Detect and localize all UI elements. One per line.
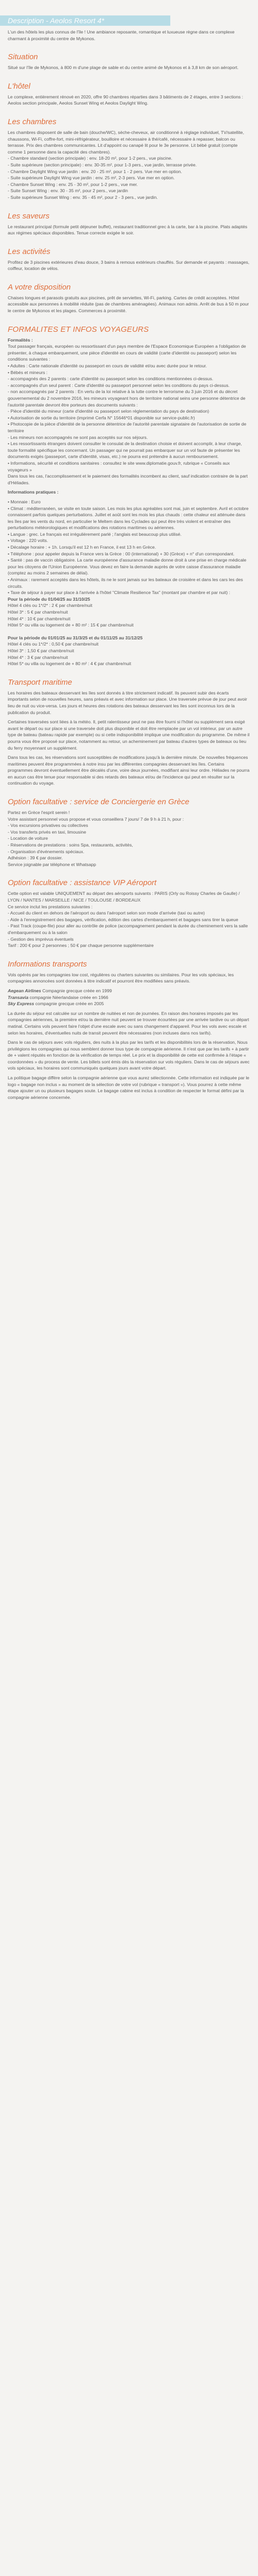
section-text-chambres: - Chambre Daylight Wing vue jardin : env. 20 - 25 m², pour 1 - 2 pers. Vue mer en option.: [8, 168, 182, 174]
section-title-chambres: Les chambres: [8, 117, 57, 126]
conciergerie-line: - Vos transferts privés en taxi, limousine: [8, 829, 86, 835]
practical-line: • Monnaie : Euro: [8, 499, 41, 504]
conciergerie-line: Partez en Grèce l'esprit serein !: [8, 810, 70, 816]
practical-line: Hôtel 4* : 3 € par chambre/nuit: [8, 654, 68, 660]
practical-line: Hôtel 5* ou villa ou logement de + 80 m² : 15 € par chambre/nuit: [8, 622, 134, 628]
vip-line: Ce service inclut les prestations suivantes :: [8, 904, 93, 909]
transport-info-text: Dans le cas de séjours avec vols réguliers, des nuits à la plus par les tarifs et les disponibilités lors de la réservation, Nous privilégions les compagnies qui nous semblent donner tous type de compagnie aérienne. Il n'est que par les tarifs + à partir de + valent réputés en fonction de la vérification de temps réel. Le prix et la disponibilité de cette est confirmée à l'étape « coordonnées » du process de vente. Les billets sont émis dès la réservation sur vols réguliers. Dans le cas de séjours avec vols spéciaux, les horaires sont communiqués quelques jours avant votre départ.: [8, 1040, 250, 1071]
section-text-chambres: - Suite supérieure (section principale) : env. 30-35 m², pour 1-3 pers., vue jardin, terrasse privée.: [8, 162, 197, 167]
section-title-transport-info: Informations transports: [8, 959, 87, 969]
description-content: [0, 29, 258, 1100]
page-title: Description - Aeolos Resort 4*: [0, 15, 170, 26]
section-text-chambres: - Chambre Sunset Wing : env. 25 - 30 m², pour 1-2 pers., vue mer.: [8, 181, 138, 187]
vip-line: Tarif : 200 € pour 2 personnes ; 50 € par chaque personne supplémentaire: [8, 943, 154, 948]
conciergerie-line: - Location de voiture: [8, 836, 48, 841]
airline-item: [8, 994, 250, 1001]
intro-text: L'un des hôtels les plus connus de l'île ! Une ambiance reposante, romantique et luxueuse règne dans ce complexe charmant à proximité du centre de Mykonos.: [8, 29, 235, 41]
practical-line: Hôtel 4 clés ou 1*/2* : 0,50 € par chambre/nuit: [8, 641, 99, 647]
formalites-line: - Pièce d'identité du mineur (carte d'identité ou passeport selon réglementation du pays de destination): [8, 409, 209, 414]
practical-line: • Décalage horaire : + 1h. Lorsqu'il est 12 h en France, il est 13 h en Grèce.: [8, 545, 156, 550]
practical-line: Pour la période du 01/04/25 au 31/10/25: [8, 596, 90, 602]
section-title-transport: Transport maritime: [8, 677, 72, 687]
formalites-line: - non accompagnés par 2 parents : En vertu de la loi relative à la lutte contre le terrorisme du 3 juin 2016 et du décret gouvernemental du 2 novembre 2016, les mineurs voyageant hors de territoire national seins une personne détentrice de l'autorité parentale devront être porteurs des documents suivants :: [8, 389, 246, 408]
formalites-line: • Adultes : Carte nationale d'identité ou passeport en cours de validité et/ou avec durée pour le retour.: [8, 363, 207, 369]
section-title-activites: Les activités: [8, 247, 51, 256]
section-text-chambres: - Suite supérieure Daylight Wing vue jardin : env. 25 m², 2-3 pers. Vue mer en option.: [8, 175, 175, 181]
section-text-chambres: - Suite Sunset Wing : env. 30 - 35 m², pour 2 pers., vue jardin: [8, 188, 128, 194]
airline-desc: compagnie grecque créée en 2005: [34, 1001, 104, 1007]
section-text-chambres: - Suite supérieure Sunset Wing : env. 35 - 45 m², pour 2 - 3 pers., vue jardin.: [8, 194, 158, 200]
vip-line: - Accueil du client en dehors de l'aéroport ou dans l'aéroport selon son mode d'arrivée (taxi ou autre): [8, 910, 205, 916]
transport-text: Certaines traversées sont liées à la météo. Il, petit ralentisseur peut ne pas être fourni si l'hôtel ou supplément sera exigé avant le départ ou sur place si une traversée doit plus disponible et doit être remplacée par un vol intérieur, par un autre type de bateau (bateau rapide par exemple) ou si cette indisponibilité implique une modification du programme. De même il pourra vous être proposé sur place, notamment au retour, un acheminement par bateau d'autres types de bateaux ou lieu du ferry moyennant un supplément.: [8, 719, 250, 751]
formalites-line: • Les ressortissants étrangers doivent consulter le consulat de la destination choisie et doivent accomplir, à leur charge, toute formalité spécifique les concernant. Un passager qui ne pourrait pas embarquer sur un vol faute de présenter les documents exigés (passeport, carte d'identité, visas, etc.) ne pourra est prétendre à aucun remboursement.: [8, 441, 242, 460]
conciergerie-line: Votre assistant personnel vous propose et vous conseillera 7 jours/ 7 de 9 h à 21 h, pour :: [8, 816, 184, 822]
formalites-line: • Informations, sécurité et conditions sanitaires : consultez le site www.diplomatie.gouv.fr, rubrique « Conseils aux voyageurs »: [8, 460, 230, 472]
practical-line: • Santé : pas de vaccin obligatoire. La carte européenne d'assurance maladie donne droit à une prise en charge médicale pour les citoyens de l'Union Européenne. Vous devez en faire la demande auprès de votre caisse d'assurance maladie (comptez au moins 2 semaines de délai).: [8, 557, 247, 576]
practical-line: Hôtel 3* : 1,50 € par chambre/nuit: [8, 648, 74, 653]
section-title-saveurs: Les saveurs: [8, 211, 50, 221]
conciergerie-line: - Vos excursions privatives ou collectives: [8, 823, 88, 828]
formalites-line: • Autorisation de sortie du territoire (imprimé Cerfa N° 15646*01 disponible sur service-public.fr): [8, 415, 195, 420]
airline-name: Sky Express: [8, 1001, 35, 1007]
formalites-line: Tout passager français, européen ou ressortissant d'un pays membre de l'Espace Economique Européen a l'obligation de présenter, à chaque embarquement, une pièce d'identité en cours de validité (carte d'identité ou passeport) selon les conditions suivantes :: [8, 344, 246, 362]
practical-line: • Animaux : rarement acceptés dans les hôtels, ils ne le sont jamais sur les bateaux de croisière et dans les cars les des circuits.: [8, 577, 243, 589]
conciergerie-line: Adhésion : 39 € par dossier.: [8, 855, 63, 861]
section-title-situation: Situation: [8, 53, 38, 62]
practical-line: Hôtel 4* : 10 € par chambre/nuit: [8, 616, 71, 621]
airline-item: [8, 988, 250, 994]
section-title-hotel: L'hôtel: [8, 81, 30, 91]
conciergerie-line: - Réservations de prestations : soins Spa, restaurants, activités,: [8, 842, 133, 848]
formalites-line: - accompagnés des 2 parents : carte d'identité ou passeport selon les conditions mentionnées ci-dessus.: [8, 376, 214, 382]
page: [0, 15, 258, 1112]
airline-desc: compagnie Néerlandaise créée en 1966: [28, 994, 108, 1000]
section-text-saveurs: Le restaurant principal (formule petit déjeuner buffet), restaurant traditionnel grec à la carte, bar à la piscine. Plats adaptés aux régimes spéciaux disponibles. Tenue correcte exigée le soir.: [8, 224, 248, 236]
section-text-disposition: Chaises longues et parasols gratuits aux piscines, prêt de serviettes, Wi-Fi, parking. Cartes de crédit acceptées. Hôtel accessible aux personnes à mobilité réduite (pas de chambres aménagées). Animaux non admis. Arrêt de bus à 50 m pour le centre de Mykonos et les plages. Commerces à proximité.: [8, 295, 249, 314]
airline-name: Aegean Airlines: [8, 988, 41, 993]
transport-text: Dans tous les cas, les réservations sont susceptibles de modifications jusqu'à la dernière minute. De nouvelles fréquences maritimes peuvent être programmées à notre insu par les différentes compagnies desservant les îles. Certains programmes devront éventuellement être décalés d'une, voire deux journées, modifiant ainsi leur ordre. Héliades ne pourra en aucun cas être tenue pour responsable si des retards des bateaux et/ou de l'incidence qui peut en résulter sur la continuation du voyage.: [8, 755, 250, 786]
formalites-line: • Bébés et mineurs :: [8, 369, 48, 375]
practical-label: Informations pratiques :: [8, 489, 59, 495]
practical-line: • Langue : grec. Le français est irrégulièrement parlé ; l'anglais est beaucoup plus utilisé.: [8, 531, 182, 537]
vip-line: Cette option est valable UNIQUEMENT au départ des aéroports suivants : PARIS (Orly ou Roissy Charles de Gaulle) / LYON / NANTES / MARSEILLE / NICE / TOULOUSE / BORDEAUX: [8, 891, 240, 903]
section-text-activites: Profitez de 3 piscines extérieures d'eau douce, 3 bains à remous extérieurs chauffés. Sur demande et payants : massages, coiffeur, location de vélos.: [8, 259, 250, 272]
airline-desc: Compagnie grecque créée en 1999: [41, 988, 112, 993]
formalites-line: Dans tous les cas, l'accomplissement et le paiement des formalités incombent au client, sauf indication contraire de la part d'Héliades.: [8, 473, 248, 485]
practical-line: Hôtel 4 clés ou 1*/2* : 2 € par chambre/nuit: [8, 603, 92, 608]
section-text-chambres: - Chambre standard (section principale) : env. 18-20 m², pour 1-2 pers., vue piscine.: [8, 156, 172, 161]
vip-line: - Aide à l'enregistrement des bagages, vérification, édition des cartes d'embarquement et bagages sans tirer la queue: [8, 917, 238, 922]
section-text-situation: Situé sur l'île de Mykonos, à 800 m d'une plage de sable et du centre animé de Mykonos et à 3,8 km de son aéroport.: [8, 65, 239, 71]
conciergerie-line: - Organisation d'événements spéciaux.: [8, 849, 85, 854]
transport-info-text: La durée du séjour est calculée sur un nombre de nuitées et non de journées. En raison des horaires imposés par les compagnies aériennes, la première et/ou la dernière nuit peuvent se trouver écourtées par une arrivée tardive ou un départ matinal. Certains vols peuvent faire l'objet d'une escale avec ou sans changement d'appareil. Pour les vols avec escale et selon les horaires, d'éventuelles nuits de transit peuvent être nécessaires (non incluses dans nos tarifs).: [8, 1010, 249, 1036]
practical-line: • Téléphone : pour appeler depuis la France vers la Grèce : 00 (international) + 30 (Grèce) + n° d'un correspondant.: [8, 551, 235, 556]
section-title-formalites: FORMALITES ET INFOS VOYAGEURS: [8, 325, 149, 334]
conciergerie-line: Service joignable par téléphone et Whatsapp: [8, 861, 96, 867]
transport-text: Les horaires des bateaux desservant les îles sont donnés à titre strictement indicatif. Ils peuvent subir des écarts importants selon de nouvelles heures, sans préavis et avec information sur place. Une traversée prévue de jour peut avoir lieu de nuit ou vice-versa. Les jours et heures des rotations des bateaux desservant les îles sont inconnus lors de la publication du produit.: [8, 690, 247, 715]
airline-name: Transavia: [8, 994, 28, 1000]
practical-line: Hôtel 3* : 5 € par chambre/nuit: [8, 609, 68, 615]
practical-line: • Climat : méditerranéen, se visite en toute saison. Les mois les plus agréables sont mai, juin et septembre. Avril et octobre connaissent parfois quelques perturbations. Juillet et août sont les mois les plus chauds : cette chaleur est atténuée dans les îles par les vents du nord, en particulier le Meltem dans les Cyclades qui peut être très violent et entraîner des perturbations météorologiques et modifications des rotations maritimes ou aériennes.: [8, 505, 249, 531]
practical-line: • Voltage : 220 volts.: [8, 538, 49, 544]
section-title-disposition: A votre disposition: [8, 282, 71, 292]
formalites-label: Formalités :: [8, 337, 33, 343]
section-title-conciergerie: Option facultative : service de Conciergerie en Grèce: [8, 798, 189, 807]
practical-line: Pour la période du 01/01/25 au 31/3/25 et du 01/11/25 au 31/12/25: [8, 635, 143, 640]
vip-line: - Past Track (coupe-file) pour aller au contrôle de police (accompagnement pendant la durée du cheminement vers la salle d'embarquement ou à la salon: [8, 923, 248, 935]
transport-info-text: Vols opérés par les compagnies low cost, régulières ou charters suivantes ou similaires. Pour les vols spéciaux, les compagnies annoncées sont données à titre indicatif et pourront être modifiées sans préavis.: [8, 972, 234, 984]
formalites-line: - Les mineurs non accompagnés ne sont pas acceptés sur nos séjours.: [8, 434, 148, 440]
transport-info-text: La politique bagage diffère selon la compagnie aérienne que vous aurez sélectionnée. Cette information est indiquée par le logo « bagage non inclus » au moment de la sélection de votre vol (rubrique « transport »). Vous pourrez à cette même étape ajouter un ou plusieurs bagages soute. Le bagage cabine est inclus à condition de respecter le format défini par la compagnie aérienne concernée.: [8, 1075, 250, 1100]
practical-line: • Taxe de séjour à payer sur place à l'arrivée à l'hôtel "Climate Resilience Tax" (montant par chambre et par nuit) :: [8, 590, 230, 596]
practical-line: [8, 629, 250, 635]
formalites-line: • Photocopie de la pièce d'identité de la personne détentrice de l'autorité parentale signataire de l'autorisation de sortie de territoire: [8, 421, 247, 433]
section-text-hotel: Le complexe, entièrement rénové en 2020, offre 90 chambres réparties dans 3 bâtiments de 2 étages, entre 3 sections : Aeolos section principale, Aeolos Sunset Wing et Aeolos Daylight Wing.: [8, 94, 244, 106]
practical-line: Hôtel 5* ou villa ou logement de + 80 m² : 4 € par chambre/nuit: [8, 661, 132, 667]
airline-item: [8, 1001, 250, 1007]
section-text-chambres: Les chambres disposent de salle de bain (douche/WC), sèche-cheveux, air conditionné à réglage individuel, TV/satellite, chaussons, Wi-Fi, coffre-fort, mini-réfrigérateur, bouilloire et nécessaire à thé/café, nécessaire à repasser, balcon ou terrasse. Prix des chambres communicantes. Lit d'appoint ou canapé lit pour le 3e personne. Lit bébé gratuit (compte comme 1 personne dans la capacité des chambres).: [8, 129, 244, 155]
section-title-vip: Option facultative : assistance VIP Aéroport: [8, 878, 157, 888]
vip-line: - Gestion des imprévus éventuels: [8, 936, 74, 942]
formalites-line: - accompagnés d'un seul parent : Carte d'identité ou passeport personnel selon les conditions du pays ci-dessus.: [8, 382, 230, 388]
